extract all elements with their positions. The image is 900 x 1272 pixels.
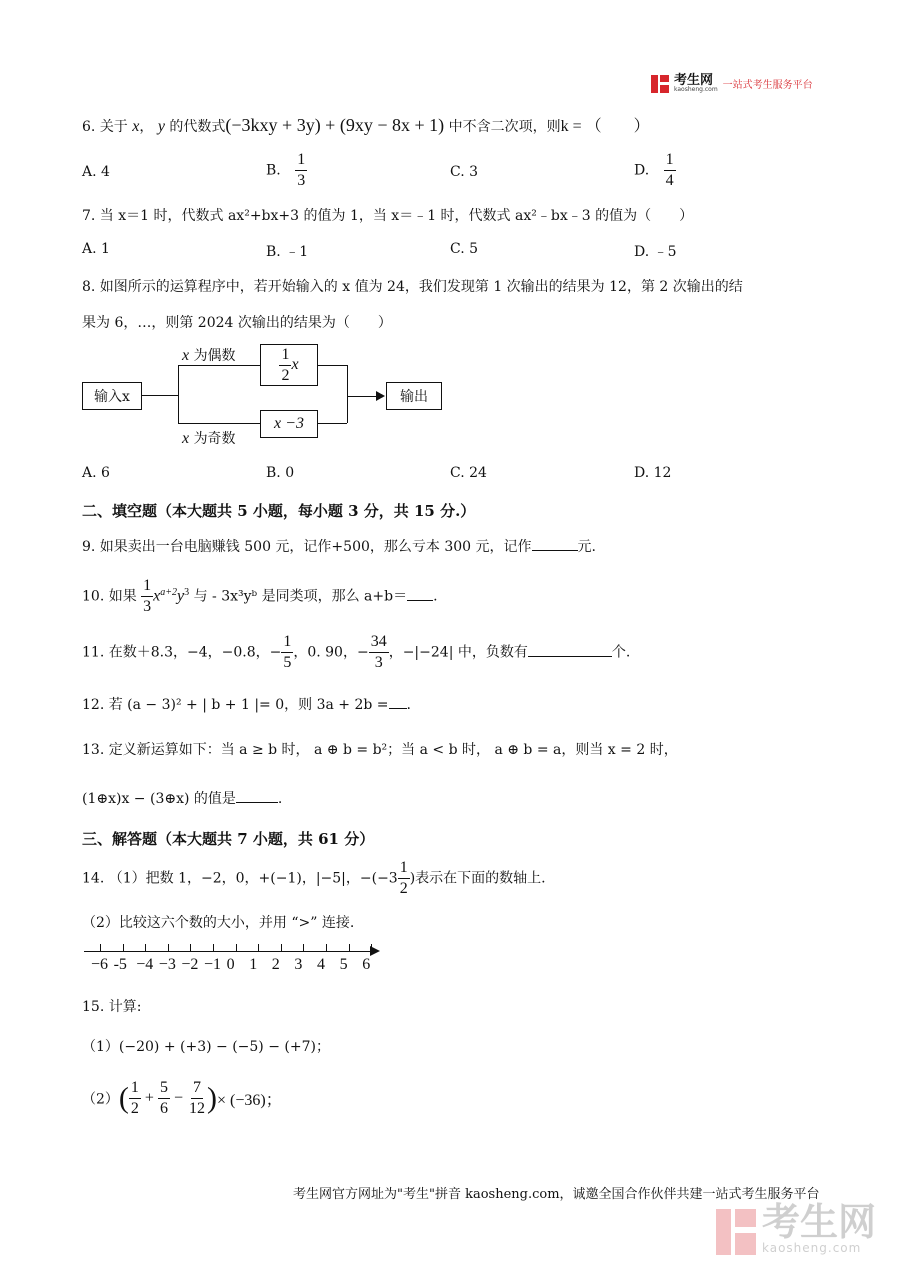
q11-stem: 11. 在数＋8.3，−4，−0.8，− $\frac{1}{5}$ ，0. 90，− $\frac{34}{3}$ ，−|−24| 中，负数有 个. xyxy=(82,633,631,671)
number-line-label: 5 xyxy=(339,956,348,973)
number-line-label: −2 xyxy=(181,956,199,973)
q9-stem: 9. 如果卖出一台电脑赚钱 500 元，记作+500，那么亏本 300 元，记作 元. xyxy=(82,536,596,556)
q8-option-a[interactable]: A. 6 xyxy=(82,465,110,481)
q6-option-a[interactable]: A. 4 xyxy=(82,164,110,180)
number-line-label: −6 xyxy=(91,956,109,973)
q15-part2: （2）( $\frac{1}{2}$ + $\frac{5}{6}$ − $\frac{7}{12}$ )× (−36)； xyxy=(82,1079,282,1117)
q6-option-b[interactable]: B. $\frac{1}{3}$ xyxy=(266,151,306,189)
kaosheng-logo-icon xyxy=(651,75,669,93)
q6-option-d[interactable]: D. $\frac{1}{4}$ xyxy=(634,151,674,189)
header-slogan: 一站式考生服务平台 xyxy=(722,80,813,91)
q7-option-c[interactable]: C. 5 xyxy=(450,241,479,257)
q15-part1: （1）(−20) + (+3) − (−5) − (+7)； xyxy=(82,1039,330,1055)
q13-line1: 13. 定义新运算如下：当 a ≥ b 时， a ⊕ b = b²；当 a < b 时， a ⊕ b = a，则当 x = 2 时， xyxy=(82,742,678,758)
q12-blank[interactable] xyxy=(389,694,407,709)
number-line-tick xyxy=(371,944,372,951)
flow-minus3-box: x −3 xyxy=(260,410,318,438)
number-line-tick xyxy=(326,944,327,951)
number-line-tick xyxy=(100,944,101,951)
number-line-tick xyxy=(145,944,146,951)
number-line-label: -5 xyxy=(113,956,127,973)
number-line-tick xyxy=(303,944,304,951)
header-brand: 考生网 kaosheng.com xyxy=(674,73,718,93)
watermark: 考生网 kaosheng.com xyxy=(716,1203,876,1255)
q12-stem: 12. 若 (a − 3)² + | b + 1 |= 0，则 3a + 2b = . xyxy=(82,694,411,714)
flow-arrow-icon xyxy=(376,391,385,401)
q13-blank[interactable] xyxy=(236,788,278,803)
q7-option-a[interactable]: A. 1 xyxy=(82,241,110,257)
flow-odd-label: x 为奇数 xyxy=(182,430,236,447)
q7-stem: 7. 当 x＝1 时，代数式 ax²+bx+3 的值为 1，当 x＝﹣1 时，代数式 ax²﹣bx﹣3 的值为（ ） xyxy=(82,208,694,224)
number-line-axis xyxy=(84,951,372,952)
number-line-tick xyxy=(168,944,169,951)
q13-line2: (1⊕x)x − (3⊕x) 的值是 . xyxy=(82,788,282,808)
number-line-tick xyxy=(281,944,282,951)
number-line-tick xyxy=(236,944,237,951)
footer-text: 考生网官方网址为"考生"拼音 kaosheng.com，诚邀全国合作伙伴共建一站式考生服务平台 xyxy=(293,1187,820,1202)
flow-output-box: 输出 xyxy=(386,382,442,410)
number-line-label: 6 xyxy=(362,956,371,973)
number-line-tick xyxy=(190,944,191,951)
number-line-tick xyxy=(123,944,124,951)
number-line-label: 0 xyxy=(226,956,235,973)
q8-stem-line2: 果为 6，…，则第 2024 次输出的结果为（ ） xyxy=(82,315,392,331)
header-logo xyxy=(651,74,813,93)
q8-option-b[interactable]: B. 0 xyxy=(266,465,295,481)
number-line-label: 1 xyxy=(249,956,258,973)
q15-title: 15. 计算: xyxy=(82,999,142,1015)
q14-part1: 14. （1）把数 1，−2，0，+(−1)，|−5|，−(−3 $\frac{1}{2}$ )表示在下面的数轴上. xyxy=(82,859,546,897)
number-line-label: 3 xyxy=(294,956,303,973)
number-line-label: −1 xyxy=(204,956,222,973)
q6-option-c[interactable]: C. 3 xyxy=(450,164,479,180)
q8-stem-line1: 8. 如图所示的运算程序中，若开始输入的 x 值为 24，我们发现第 1 次输出的结果为 12，第 2 次输出的结 xyxy=(82,279,743,295)
q7-option-b[interactable]: B. ﹣1 xyxy=(266,244,309,260)
q9-blank[interactable] xyxy=(532,536,578,551)
number-line-label: −4 xyxy=(136,956,154,973)
number-line-label: 2 xyxy=(271,956,280,973)
number-line-label: 4 xyxy=(317,956,325,973)
number-line-label: −3 xyxy=(158,956,176,973)
q14-part2: （2）比较这六个数的大小，并用 “>” 连接. xyxy=(82,915,355,931)
q10-blank[interactable] xyxy=(407,586,433,601)
q6-stem: 6. 关于 x， y 的代数式(−3kxy + 3y) + (9xy − 8x + 1) 中不含二次项，则k = （ ） xyxy=(82,115,650,135)
number-line-tick xyxy=(213,944,214,951)
flow-half-box: $\frac{1}{2}$ x xyxy=(260,344,318,386)
flow-even-label: x 为偶数 xyxy=(182,347,236,364)
q6-expression: (−3kxy + 3y) + (9xy − 8x + 1) xyxy=(225,115,445,135)
q10-stem: 10. 如果 $\frac{1}{3}$ $x^{a+2}y^3$ 与 ‑ 3x³yᵇ 是同类项，那么 a+b＝ . xyxy=(82,577,438,615)
q11-blank[interactable] xyxy=(528,642,612,657)
q7-option-d[interactable]: D. ﹣5 xyxy=(634,244,677,260)
section-2-title: 二、填空题（本大题共 5 小题，每小题 3 分，共 15 分.） xyxy=(82,502,476,520)
q8-option-d[interactable]: D. 12 xyxy=(634,465,672,481)
number-line-tick xyxy=(258,944,259,951)
section-3-title: 三、解答题（本大题共 7 小题，共 61 分） xyxy=(82,830,375,848)
number-line-tick xyxy=(349,944,350,951)
flow-input-box: 输入x xyxy=(82,382,142,410)
q8-option-c[interactable]: C. 24 xyxy=(450,465,487,481)
watermark-logo-icon xyxy=(716,1209,756,1255)
